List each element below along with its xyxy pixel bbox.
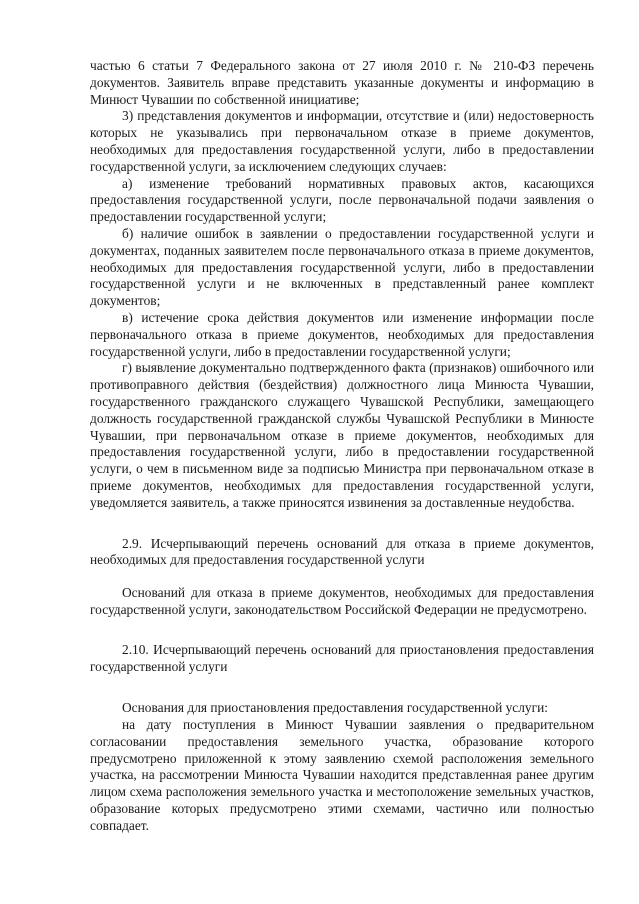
section-2-10-intro: Основания для приостановления предоставления государственной услуги:: [122, 700, 548, 716]
section-2-9-body: Оснований для отказа в приеме документов, необходимых для предоставления государственной услуги, законодательством Российской Федерации не предусмотрено.: [90, 585, 594, 617]
paragraph-item-3: 3) представления документов и информации, отсутствие и (или) недостоверность которых не указывались при первоначальном отказе в приеме документов, необходимых для предоставления государственной услуги, либо в предоставлении государственной услуги, за исключением следующих случаев:: [90, 108, 594, 174]
paragraph-item-a: а) изменение требований нормативных правовых актов, касающихся предоставления государственной услуги, после первоначальной подачи заявления о предоставлении государственной услуги;: [90, 175, 594, 225]
section-2-10-heading: 2.10. Исчерпывающий перечень оснований для приостановления предоставления государственной услуги: [90, 641, 594, 674]
paragraph-item-b: б) наличие ошибок в заявлении о предоставлении государственной услуги и документах, поданных заявителем после первоначального отказа в приеме документов, необходимых для предоставления государственной услуги, либо в предоставлении государственной услуги и не включенных в представленный ранее комплект документов;: [90, 225, 594, 309]
paragraph-item-v: в) истечение срока действия документов или изменение информации после первоначального отказа в приеме документов, необходимых для предоставления государственной услуги, либо в предоставлении государственной услуги;: [90, 309, 594, 359]
section-2-9-heading: 2.9. Исчерпывающий перечень оснований для отказа в приеме документов, необходимых для предоставления государственной услуги: [90, 535, 594, 568]
section-2-10-body: на дату поступления в Минюст Чувашии заявления о предварительном согласовании предоставления земельного участка, образование которого предусмотрено приложенной к этому заявлению схемой расположения земельного участка, на рассмотрении Минюста Чувашии находится представленная ранее другим лицом схема расположения земельного участка и местоположение земельных участков, образование которых предусмотрено этими схемами, частично или полностью совпадает.: [90, 717, 594, 833]
document-page: [90, 58, 594, 835]
paragraph-continuation: частью 6 статьи 7 Федерального закона от 27 июля 2010 г. № 210-ФЗ перечень документов. Заявитель вправе представить указанные документы и информацию в Минюст Чувашии по собственной инициативе;: [90, 58, 594, 107]
paragraph-item-g: г) выявление документально подтвержденного факта (признаков) ошибочного или противоправного действия (бездействия) должностного лица Минюста Чувашии, государственного гражданского служащего Чувашской Республики, замещающего должность государственной гражданской службы Чувашской Республики в Минюсте Чувашии, при первоначальном отказе в приеме документов, необходимых для предоставления государственной услуги, либо в предоставлении государственной услуги, о чем в письменном виде за подписью Министра при первоначальном отказе в приеме документов, необходимых для предоставления государственной услуги, уведомляется заявитель, а также приносятся извинения за доставленные неудобства.: [90, 360, 594, 510]
